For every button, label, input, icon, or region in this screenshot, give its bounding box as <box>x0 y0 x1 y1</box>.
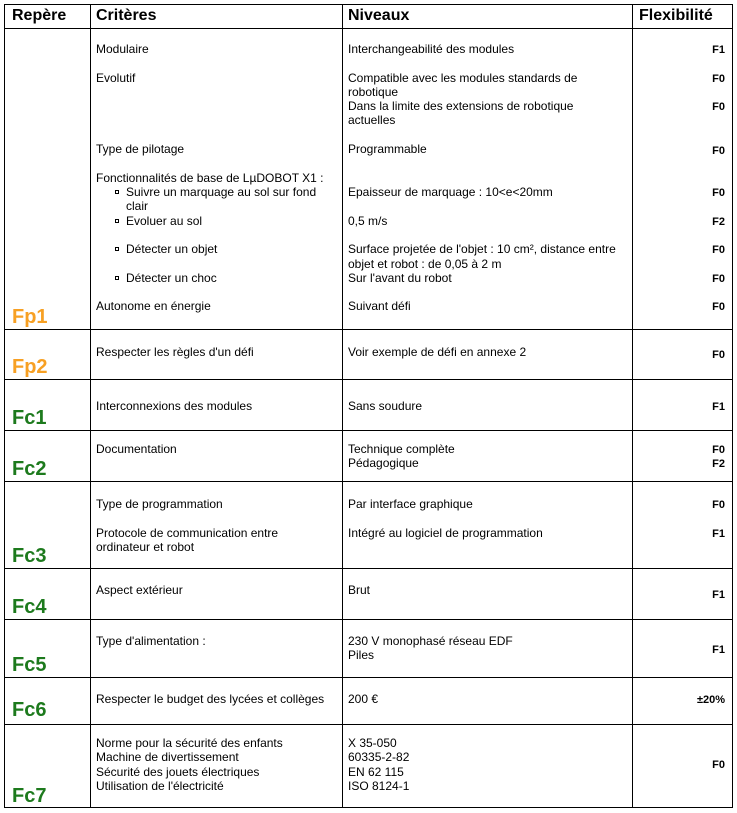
niveau-text: Dans la limite des extensions de robotique <box>348 99 574 113</box>
niveau-text: Voir exemple de défi en annexe 2 <box>348 345 527 359</box>
header-repere: Repère <box>12 7 67 24</box>
critere-text: Protocole de communication entre <box>96 526 279 540</box>
flex-value: F1 <box>712 44 725 56</box>
niveau-text: objet et robot : de 0,05 à 2 m <box>348 257 502 271</box>
niveau-text: Piles <box>348 648 375 662</box>
flex-value: ±20% <box>696 694 725 706</box>
critere-text: Utilisation de l'électricité <box>96 779 224 793</box>
flex-value: F1 <box>712 644 725 656</box>
header-flexibilite: Flexibilité <box>639 7 713 24</box>
niveau-text: Surface projetée de l'objet : 10 cm², distance entre <box>348 242 616 256</box>
column-divider <box>632 5 633 807</box>
flex-value: F0 <box>712 499 725 511</box>
flex-value: F0 <box>712 101 725 113</box>
critere-text: Autonome en énergie <box>96 299 211 313</box>
critere-text: Evolutif <box>96 71 136 85</box>
row-divider <box>5 677 732 678</box>
repere-label: Fp1 <box>12 306 48 328</box>
critere-text: Détecter un objet <box>126 242 218 256</box>
niveau-text: 0,5 m/s <box>348 214 388 228</box>
flex-value: F1 <box>712 589 725 601</box>
critere-text: Type de programmation <box>96 497 223 511</box>
repere-label: Fc6 <box>12 699 47 721</box>
critere-text: Fonctionnalités de base de LµDOBOT X1 : <box>96 171 324 185</box>
flex-value: F2 <box>712 458 725 470</box>
critere-text: Interconnexions des modules <box>96 399 253 413</box>
niveau-text: Sans soudure <box>348 399 423 413</box>
critere-text: Evoluer au sol <box>126 214 203 228</box>
flex-value: F2 <box>712 216 725 228</box>
row-divider <box>5 724 732 725</box>
repere-label: Fp2 <box>12 356 48 378</box>
niveau-text: Pédagogique <box>348 456 419 470</box>
niveau-text: Intégré au logiciel de programmation <box>348 526 543 540</box>
critere-text: Machine de divertissement <box>96 750 239 764</box>
niveau-text: X 35-050 <box>348 736 397 750</box>
header-divider <box>5 28 732 29</box>
niveau-text: Technique complète <box>348 442 455 456</box>
header-criteres: Critères <box>96 7 157 24</box>
bullet-icon <box>115 219 119 223</box>
flex-value: F0 <box>712 187 725 199</box>
niveau-text: robotique <box>348 85 399 99</box>
niveau-text: Suivant défi <box>348 299 411 313</box>
critere-text: Documentation <box>96 442 177 456</box>
flex-value: F1 <box>712 528 725 540</box>
repere-label: Fc3 <box>12 545 47 567</box>
critere-text: Sécurité des jouets électriques <box>96 765 260 779</box>
row-divider <box>5 568 732 569</box>
bullet-icon <box>115 190 119 194</box>
critere-text: Type de pilotage <box>96 142 185 156</box>
row-divider <box>5 329 732 330</box>
niveau-text: Brut <box>348 583 371 597</box>
niveau-text: Par interface graphique <box>348 497 473 511</box>
critere-text: Modulaire <box>96 42 149 56</box>
niveau-text: ISO 8124-1 <box>348 779 410 793</box>
niveau-text: 60335-2-82 <box>348 750 410 764</box>
repere-label: Fc4 <box>12 596 47 618</box>
niveau-text: Sur l'avant du robot <box>348 271 452 285</box>
critere-text: Type d'alimentation : <box>96 634 206 648</box>
critere-text: Respecter le budget des lycées et collèges <box>96 692 325 706</box>
repere-label: Fc5 <box>12 654 47 676</box>
repere-label: Fc2 <box>12 458 47 480</box>
flex-value: F0 <box>712 244 725 256</box>
niveau-text: Compatible avec les modules standards de <box>348 71 578 85</box>
flex-value: F0 <box>712 301 725 313</box>
flex-value: F0 <box>712 349 725 361</box>
repere-label: Fc7 <box>12 785 47 807</box>
bullet-icon <box>115 276 119 280</box>
flex-value: F0 <box>712 759 725 771</box>
row-divider <box>5 430 732 431</box>
niveau-text: Interchangeabilité des modules <box>348 42 515 56</box>
critere-text: clair <box>126 199 149 213</box>
critere-text: Respecter les règles d'un défi <box>96 345 254 359</box>
critere-text: Aspect extérieur <box>96 583 183 597</box>
niveau-text: Epaisseur de marquage : 10<e<20mm <box>348 185 553 199</box>
flex-value: F0 <box>712 73 725 85</box>
row-divider <box>5 481 732 482</box>
specification-table <box>4 4 733 808</box>
flex-value: F0 <box>712 273 725 285</box>
niveau-text: EN 62 115 <box>348 765 404 779</box>
flex-value: F0 <box>712 145 725 157</box>
column-divider <box>90 5 91 807</box>
row-divider <box>5 619 732 620</box>
row-divider <box>5 379 732 380</box>
niveau-text: 200 € <box>348 692 379 706</box>
critere-text: Norme pour la sécurité des enfants <box>96 736 283 750</box>
niveau-text: actuelles <box>348 113 396 127</box>
flex-value: F0 <box>712 444 725 456</box>
critere-text: ordinateur et robot <box>96 540 195 554</box>
niveau-text: Programmable <box>348 142 427 156</box>
niveau-text: 230 V monophasé réseau EDF <box>348 634 513 648</box>
header-niveaux: Niveaux <box>348 7 410 24</box>
flex-value: F1 <box>712 401 725 413</box>
bullet-icon <box>115 247 119 251</box>
column-divider <box>342 5 343 807</box>
critere-text: Détecter un choc <box>126 271 217 285</box>
critere-text: Suivre un marquage au sol sur fond <box>126 185 317 199</box>
repere-label: Fc1 <box>12 407 47 429</box>
